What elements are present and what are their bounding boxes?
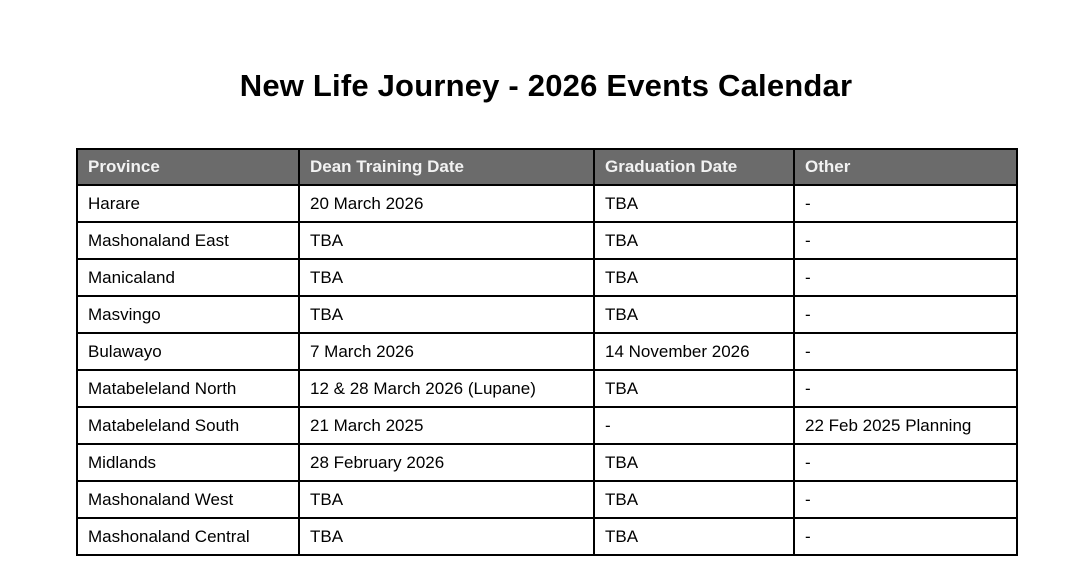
table-cell-graduation-date: TBA (594, 296, 794, 333)
table-row (77, 481, 1017, 518)
table-cell-province: Mashonaland East (77, 222, 299, 259)
table-cell-dean-training-date: 7 March 2026 (299, 333, 594, 370)
table-cell-dean-training-date: 28 February 2026 (299, 444, 594, 481)
table-cell-province: Matabeleland North (77, 370, 299, 407)
table-cell-province: Matabeleland South (77, 407, 299, 444)
table-cell-dean-training-date: 20 March 2026 (299, 185, 594, 222)
table-cell-dean-training-date: 12 & 28 March 2026 (Lupane) (299, 370, 594, 407)
table-cell-graduation-date: TBA (594, 222, 794, 259)
table-cell-other: - (794, 333, 1017, 370)
table-cell-other: 22 Feb 2025 Planning (794, 407, 1017, 444)
table-row (77, 333, 1017, 370)
header-row (77, 149, 1017, 185)
table-cell-graduation-date: - (594, 407, 794, 444)
table-cell-other: - (794, 444, 1017, 481)
table-cell-graduation-date: TBA (594, 518, 794, 555)
table-cell-graduation-date: TBA (594, 444, 794, 481)
table-body (77, 185, 1017, 555)
table-row (77, 296, 1017, 333)
table-row (77, 444, 1017, 481)
table-cell-dean-training-date: TBA (299, 259, 594, 296)
table-cell-dean-training-date: 21 March 2025 (299, 407, 594, 444)
table-cell-graduation-date: TBA (594, 259, 794, 296)
table-cell-province: Mashonaland Central (77, 518, 299, 555)
table-row (77, 222, 1017, 259)
table-cell-graduation-date: 14 November 2026 (594, 333, 794, 370)
table-cell-other: - (794, 259, 1017, 296)
table-cell-other: - (794, 481, 1017, 518)
events-calendar-table (76, 148, 1018, 556)
column-header-graduation-date: Graduation Date (594, 149, 794, 185)
page-title: New Life Journey - 2026 Events Calendar (239, 68, 853, 103)
table-cell-other: - (794, 222, 1017, 259)
table-cell-dean-training-date: TBA (299, 222, 594, 259)
table-row (77, 259, 1017, 296)
table-cell-province: Mashonaland West (77, 481, 299, 518)
table-row (77, 370, 1017, 407)
table-cell-dean-training-date: TBA (299, 518, 594, 555)
table-cell-graduation-date: TBA (594, 370, 794, 407)
table-cell-other: - (794, 296, 1017, 333)
table-cell-dean-training-date: TBA (299, 481, 594, 518)
column-header-dean-training-date: Dean Training Date (299, 149, 594, 185)
table-row (77, 407, 1017, 444)
column-header-province: Province (77, 149, 299, 185)
table-row (77, 518, 1017, 555)
table-cell-graduation-date: TBA (594, 185, 794, 222)
table-cell-graduation-date: TBA (594, 481, 794, 518)
table-cell-dean-training-date: TBA (299, 296, 594, 333)
table-cell-province: Harare (77, 185, 299, 222)
table-cell-province: Midlands (77, 444, 299, 481)
column-header-other: Other (794, 149, 1017, 185)
table-cell-province: Bulawayo (77, 333, 299, 370)
table-cell-province: Masvingo (77, 296, 299, 333)
table-cell-province: Manicaland (77, 259, 299, 296)
table-cell-other: - (794, 185, 1017, 222)
table-cell-other: - (794, 370, 1017, 407)
table-row (77, 185, 1017, 222)
table-cell-other: - (794, 518, 1017, 555)
table-header (77, 149, 1017, 185)
